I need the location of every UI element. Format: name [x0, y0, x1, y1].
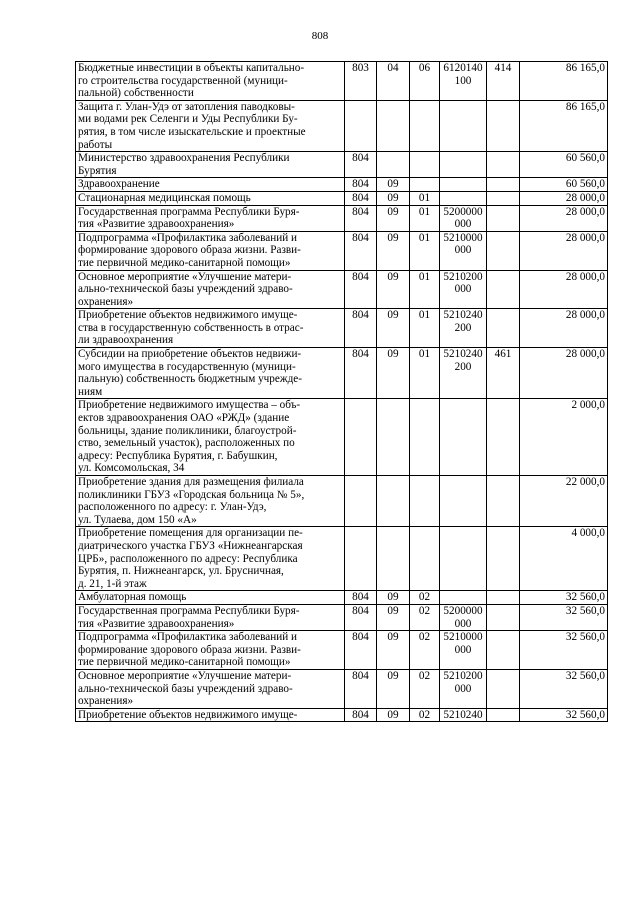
row-name-cell: Здравоохранение — [76, 178, 345, 192]
target-article-code-cell: 5210200 000 — [440, 270, 487, 309]
table-row — [76, 309, 608, 348]
section-code-cell — [377, 476, 410, 527]
target-article-code-cell: 5210000 000 — [440, 231, 487, 270]
subsection-code-cell: 01 — [410, 205, 440, 231]
row-name-cell: Приобретение объектов недвижимого имуще- — [76, 708, 345, 722]
section-code-cell: 09 — [377, 231, 410, 270]
section-code-cell: 09 — [377, 669, 410, 708]
subsection-code-cell: 01 — [410, 348, 440, 399]
expense-type-code-cell — [487, 399, 520, 476]
expense-type-code-cell — [487, 591, 520, 605]
table-row — [76, 205, 608, 231]
row-name-cell: Основное мероприятие «Улучшение матери- ально-технической базы учреждений здраво- охранения» — [76, 669, 345, 708]
section-code-cell: 04 — [377, 62, 410, 101]
expense-type-code-cell — [487, 178, 520, 192]
expense-type-code-cell — [487, 152, 520, 178]
section-code-cell: 09 — [377, 604, 410, 630]
ministry-code-cell: 804 — [345, 191, 377, 205]
table-row — [76, 631, 608, 670]
target-article-code-cell: 5200000 000 — [440, 604, 487, 630]
subsection-code-cell — [410, 100, 440, 151]
row-name-cell: Приобретение недвижимого имущества – объ- ектов здравоохранения ОАО «РЖД» (здание больницы, здание поликлиники, благоустрой- ство, земельный участок), расположенных по адресу: Республика Бурятия, г. Бабушкин, ул. Комсомольская, 34 — [76, 399, 345, 476]
table-row — [76, 231, 608, 270]
expense-type-code-cell — [487, 205, 520, 231]
ministry-code-cell: 804 — [345, 178, 377, 192]
subsection-code-cell: 06 — [410, 62, 440, 101]
ministry-code-cell: 804 — [345, 205, 377, 231]
expense-type-code-cell: 414 — [487, 62, 520, 101]
row-name-cell: Приобретение здания для размещения филиала поликлиники ГБУЗ «Городская больница № 5», расположенного по адресу: г. Улан-Удэ, ул. Тулаева, дом 150 «А» — [76, 476, 345, 527]
subsection-code-cell: 02 — [410, 604, 440, 630]
amount-cell: 28 000,0 — [520, 205, 608, 231]
target-article-code-cell: 5210240 200 — [440, 309, 487, 348]
row-name-cell: Бюджетные инвестиции в объекты капитально- го строительства государственной (муници- пальной) собственности — [76, 62, 345, 101]
target-article-code-cell: 5200000 000 — [440, 205, 487, 231]
ministry-code-cell: 804 — [345, 309, 377, 348]
expense-type-code-cell — [487, 191, 520, 205]
ministry-code-cell — [345, 527, 377, 591]
expense-type-code-cell — [487, 309, 520, 348]
target-article-code-cell — [440, 476, 487, 527]
ministry-code-cell: 803 — [345, 62, 377, 101]
section-code-cell — [377, 152, 410, 178]
section-code-cell — [377, 399, 410, 476]
target-article-code-cell — [440, 178, 487, 192]
amount-cell: 22 000,0 — [520, 476, 608, 527]
ministry-code-cell: 804 — [345, 604, 377, 630]
section-code-cell: 09 — [377, 191, 410, 205]
table-row — [76, 270, 608, 309]
row-name-cell: Подпрограмма «Профилактика заболеваний и формирование здорового образа жизни. Разви- тие первичной медико-санитарной помощи» — [76, 631, 345, 670]
expense-type-code-cell — [487, 476, 520, 527]
amount-cell: 32 560,0 — [520, 708, 608, 722]
expense-type-code-cell — [487, 708, 520, 722]
expense-type-code-cell — [487, 527, 520, 591]
ministry-code-cell — [345, 100, 377, 151]
expense-type-code-cell: 461 — [487, 348, 520, 399]
subsection-code-cell: 02 — [410, 591, 440, 605]
subsection-code-cell: 01 — [410, 309, 440, 348]
ministry-code-cell: 804 — [345, 631, 377, 670]
section-code-cell: 09 — [377, 270, 410, 309]
amount-cell: 4 000,0 — [520, 527, 608, 591]
section-code-cell: 09 — [377, 178, 410, 192]
ministry-code-cell: 804 — [345, 270, 377, 309]
amount-cell: 32 560,0 — [520, 631, 608, 670]
budget-table — [75, 61, 608, 722]
section-code-cell — [377, 100, 410, 151]
row-name-cell: Государственная программа Республики Буря- тия «Развитие здравоохранения» — [76, 205, 345, 231]
target-article-code-cell — [440, 527, 487, 591]
target-article-code-cell — [440, 191, 487, 205]
target-article-code-cell — [440, 591, 487, 605]
table-row — [76, 476, 608, 527]
expense-type-code-cell — [487, 631, 520, 670]
target-article-code-cell: 5210200 000 — [440, 669, 487, 708]
subsection-code-cell: 01 — [410, 270, 440, 309]
amount-cell: 28 000,0 — [520, 191, 608, 205]
expense-type-code-cell — [487, 669, 520, 708]
table-row — [76, 191, 608, 205]
section-code-cell: 09 — [377, 348, 410, 399]
target-article-code-cell — [440, 399, 487, 476]
table-row — [76, 348, 608, 399]
subsection-code-cell: 02 — [410, 708, 440, 722]
amount-cell: 32 560,0 — [520, 669, 608, 708]
ministry-code-cell — [345, 399, 377, 476]
ministry-code-cell: 804 — [345, 708, 377, 722]
row-name-cell: Основное мероприятие «Улучшение матери- ально-технической базы учреждений здраво- охранения» — [76, 270, 345, 309]
section-code-cell: 09 — [377, 309, 410, 348]
row-name-cell: Министерство здравоохранения Республики Бурятия — [76, 152, 345, 178]
amount-cell: 28 000,0 — [520, 309, 608, 348]
subsection-code-cell: 02 — [410, 631, 440, 670]
section-code-cell — [377, 527, 410, 591]
row-name-cell: Амбулаторная помощь — [76, 591, 345, 605]
amount-cell: 60 560,0 — [520, 178, 608, 192]
subsection-code-cell — [410, 178, 440, 192]
amount-cell: 32 560,0 — [520, 591, 608, 605]
row-name-cell: Приобретение объектов недвижимого имуще- ства в государственную собственность в отрас- ли здравоохранения — [76, 309, 345, 348]
row-name-cell: Государственная программа Республики Буря- тия «Развитие здравоохранения» — [76, 604, 345, 630]
section-code-cell: 09 — [377, 205, 410, 231]
amount-cell: 86 165,0 — [520, 100, 608, 151]
amount-cell: 86 165,0 — [520, 62, 608, 101]
table-row — [76, 527, 608, 591]
table-row — [76, 669, 608, 708]
ministry-code-cell: 804 — [345, 231, 377, 270]
target-article-code-cell — [440, 152, 487, 178]
amount-cell: 28 000,0 — [520, 231, 608, 270]
page-number: 808 — [311, 30, 329, 42]
ministry-code-cell: 804 — [345, 152, 377, 178]
table-row — [76, 178, 608, 192]
row-name-cell: Приобретение помещения для организации пе- диатрического участка ГБУЗ «Нижнеангарская ЦРБ», расположенного по адресу: Республика Бурятия, п. Нижнеангарск, ул. Брусничная, д. 21, 1-й этаж — [76, 527, 345, 591]
amount-cell: 32 560,0 — [520, 604, 608, 630]
budget-table-body — [76, 62, 608, 722]
row-name-cell: Субсидии на приобретение объектов недвижи- мого имущества в государственную (муници- пальную) собственность бюджетным учрежде- ниям — [76, 348, 345, 399]
table-row — [76, 399, 608, 476]
expense-type-code-cell — [487, 100, 520, 151]
subsection-code-cell — [410, 152, 440, 178]
table-row — [76, 708, 608, 722]
section-code-cell: 09 — [377, 708, 410, 722]
ministry-code-cell: 804 — [345, 669, 377, 708]
target-article-code-cell: 6120140 100 — [440, 62, 487, 101]
row-name-cell: Стационарная медицинская помощь — [76, 191, 345, 205]
table-row — [76, 591, 608, 605]
expense-type-code-cell — [487, 604, 520, 630]
amount-cell: 28 000,0 — [520, 348, 608, 399]
target-article-code-cell: 5210240 200 — [440, 348, 487, 399]
table-row — [76, 100, 608, 151]
section-code-cell: 09 — [377, 591, 410, 605]
subsection-code-cell: 01 — [410, 231, 440, 270]
table-row — [76, 604, 608, 630]
target-article-code-cell — [440, 100, 487, 151]
amount-cell: 60 560,0 — [520, 152, 608, 178]
row-name-cell: Подпрограмма «Профилактика заболеваний и формирование здорового образа жизни. Разви- тие первичной медико-санитарной помощи» — [76, 231, 345, 270]
subsection-code-cell — [410, 399, 440, 476]
amount-cell: 28 000,0 — [520, 270, 608, 309]
row-name-cell: Защита г. Улан-Удэ от затопления паводковы- ми водами рек Селенги и Уды Республики Бу- рятия, в том числе изыскательские и проектные работы — [76, 100, 345, 151]
subsection-code-cell: 02 — [410, 669, 440, 708]
table-row — [76, 62, 608, 101]
expense-type-code-cell — [487, 270, 520, 309]
amount-cell: 2 000,0 — [520, 399, 608, 476]
subsection-code-cell: 01 — [410, 191, 440, 205]
subsection-code-cell — [410, 527, 440, 591]
ministry-code-cell: 804 — [345, 591, 377, 605]
ministry-code-cell: 804 — [345, 348, 377, 399]
section-code-cell: 09 — [377, 631, 410, 670]
expense-type-code-cell — [487, 231, 520, 270]
target-article-code-cell: 5210000 000 — [440, 631, 487, 670]
target-article-code-cell: 5210240 — [440, 708, 487, 722]
ministry-code-cell — [345, 476, 377, 527]
table-row — [76, 152, 608, 178]
subsection-code-cell — [410, 476, 440, 527]
